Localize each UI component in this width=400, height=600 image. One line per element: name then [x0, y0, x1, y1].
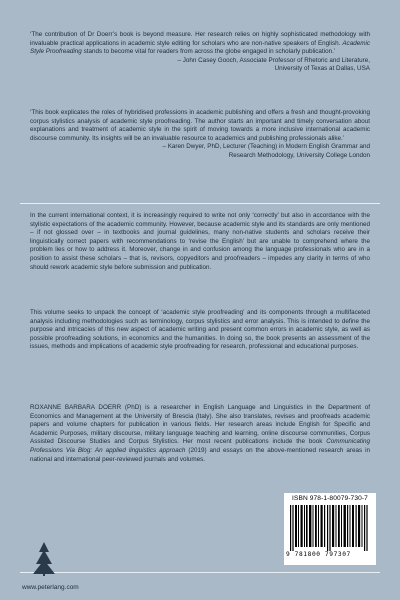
bio-book-title: Communicating Professions Via Blog: An applied linguistics approach — [30, 438, 370, 454]
barcode-digits: 9 781800 797307 — [286, 551, 351, 558]
endorsement-quote: ‘This book explicates the roles of hybridised professions in academic publishing and offers a fresh and thought-provoking corpus stylistics analysis of academic style proofreading. The author starts an important and timely conversation about explanations and treatment of academic style in the spirit of moving towards a more inclusive international academic discourse community. Its insights will be an invaluable resource to academics and publishing professionals alike.’ — [30, 109, 370, 142]
isbn-barcode — [284, 493, 376, 565]
publisher-website: www.peterlang.com — [22, 584, 79, 591]
endorsement-2 — [30, 109, 370, 161]
bio-text: ROXANNE BARBARA DOERR (PhD) is a researcher in English Language and Linguistics in the Department of Economics and Management at the University of Brescia (Italy). She also translates, revises and proofreads academic papers and volume chapters for publication in various fields. Her research areas include English for Specific and Academic Purposes, military discourse, military language teaching and learning, online discourse communities, Corpus Assisted Discourse Studies and Corpus Stylistics. Her most recent publications include the book — [30, 404, 370, 446]
endorsement-1 — [30, 31, 370, 74]
author-bio — [30, 404, 370, 464]
description-paragraph-1: In the current international context, it is increasingly required to write not only ‘correctly’ but also in accordance with the stylistic expectations of the academic community. However, because academic style and its standards are only mentioned – if not glossed over – in textbooks and journal guidelines, many non-native students and scholars receive their linguistically correct papers with recommendations to ‘revise the English’ but are unable to comprehend where the problem lies or how to address it. Moreover, change in and confusion among the language professionals who are in a position to assist these scholars – that is, revisors, copyeditors and proofreaders – impedes any clarity in terms of who should rework academic style before submission and publication. — [30, 212, 370, 271]
divider-line — [20, 203, 380, 204]
isbn-label: ISBN 978-1-80079-730-7 — [292, 495, 368, 502]
bio-text-end: (2019) and essays on the above-mentioned research areas in national and international peer-reviewed journals and volumes. — [30, 446, 371, 463]
endorsement-affiliation: University of Texas at Dallas, USA — [274, 65, 370, 73]
endorsement-quote-end: stands to become vital for readers from across the globe engaged in scholarly publication.’ — [83, 48, 336, 56]
endorsement-attribution: – Karen Dwyer, PhD, Lecturer (Teaching) in Modern English Grammar and — [162, 143, 370, 151]
endorsement-quote: ‘The contribution of Dr Doerr’s book is beyond measure. Her research relies on highly sophisticated methodology with invaluable practical applications in academic style editing for scholars who are non-native speakers of English. — [30, 31, 370, 47]
endorsement-affiliation: Research Methodology, University College London — [228, 151, 370, 159]
peter-lang-logo-icon — [32, 540, 56, 576]
endorsement-book-title: Academic Style Proofreading — [30, 39, 371, 56]
endorsement-attribution: – John Casey Gooch, Associate Professor of Rhetoric and Literature, — [177, 56, 370, 64]
divider-line — [20, 572, 380, 573]
barcode-icon — [290, 505, 370, 551]
description-paragraph-2: This volume seeks to unpack the concept of ‘academic style proofreading’ and its components through a multifaceted analysis including methodologies such as terminology, corpus stylistics and error analysis. This is intended to define the purpose and intricacies of this new aspect of academic writing and present common errors in academic style, as well as possible proofreading solutions, in economics and the humanities. In doing so, the book presents an assessment of the issues, methods and implications of academic style proofreading for research, professional and educational purposes. — [30, 309, 370, 351]
